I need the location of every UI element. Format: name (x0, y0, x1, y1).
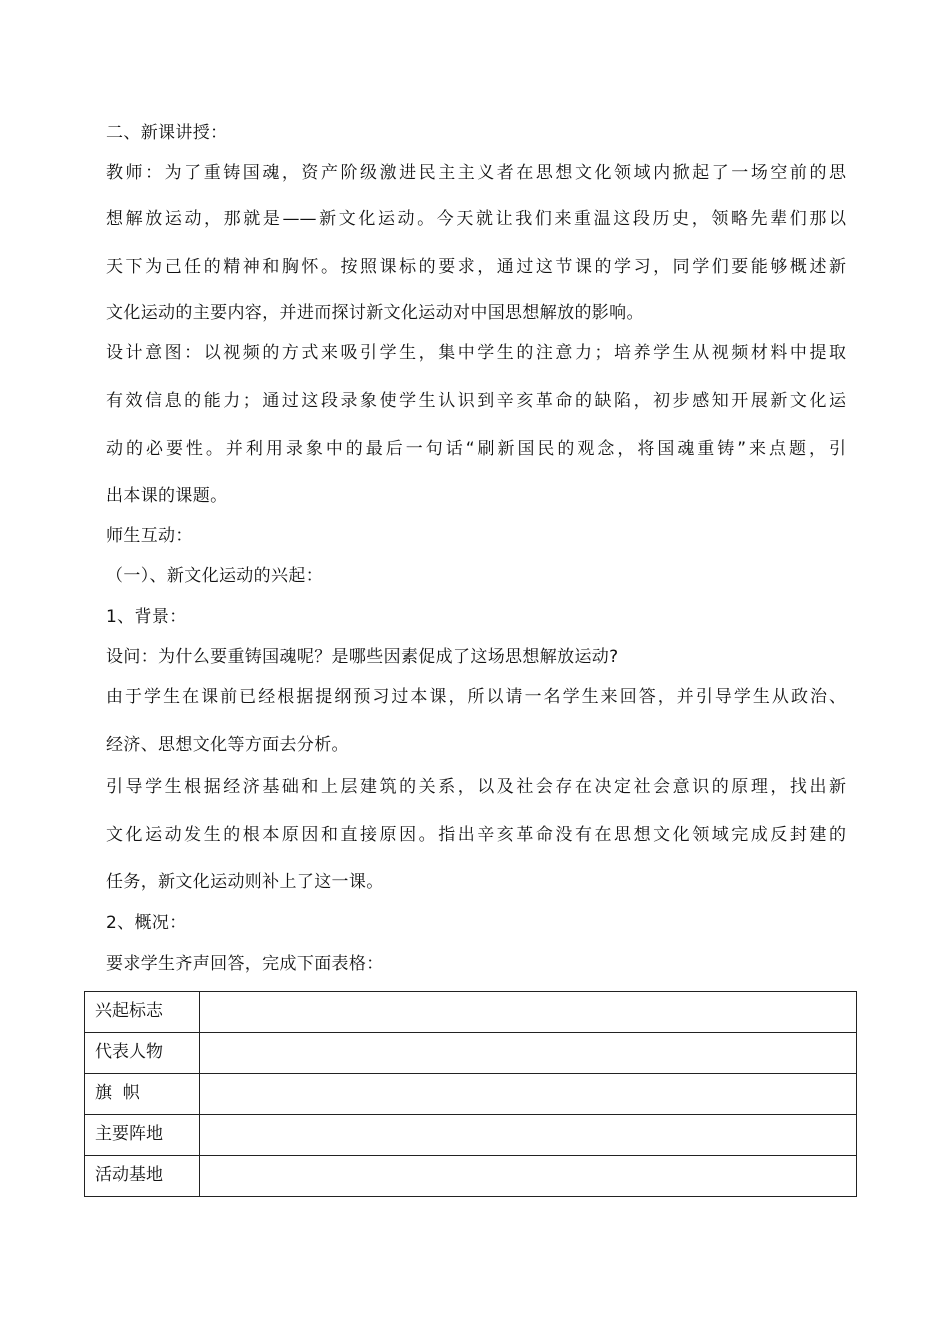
row-answer-cell[interactable] (200, 1156, 857, 1197)
overview-heading: 2、概况： (106, 913, 187, 933)
analysis-guidance-line-2: 文化运动发生的根本原因和直接原因。指出辛亥革命没有在思想文化领域完成反封建的 (106, 825, 846, 845)
interaction-heading: 师生互动： (106, 526, 193, 546)
question-text: 设问：为什么要重铸国魂呢？是哪些因素促成了这场思想解放运动? (106, 647, 619, 667)
teacher-intro-line-4: 文化运动的主要内容，并进而探讨新文化运动对中国思想解放的影响。 (106, 303, 644, 323)
table-row (85, 1156, 857, 1197)
answer-guidance-line-2: 经济、思想文化等方面去分析。 (106, 735, 349, 755)
table-row (85, 1115, 857, 1156)
table-row (85, 1074, 857, 1115)
row-answer-cell[interactable] (200, 1115, 857, 1156)
row-label: 代表人物 (85, 1033, 200, 1074)
design-intent-line-4: 出本课的课题。 (106, 486, 228, 506)
row-answer-cell[interactable] (200, 1033, 857, 1074)
analysis-guidance-line-1: 引导学生根据经济基础和上层建筑的关系，以及社会存在决定社会意识的原理，找出新 (106, 777, 846, 797)
design-intent-line-3: 动的必要性。并利用录象中的最后一句话“刷新国民的观念，将国魂重铸”来点题，引 (106, 439, 846, 459)
row-label: 活动基地 (85, 1156, 200, 1197)
teacher-intro-line-2: 想解放运动，那就是——新文化运动。今天就让我们来重温这段历史，领略先辈们那以 (106, 209, 846, 229)
analysis-guidance-line-3: 任务，新文化运动则补上了这一课。 (106, 872, 384, 892)
design-intent-line-1: 设计意图：以视频的方式来吸引学生，集中学生的注意力；培养学生从视频材料中提取 (106, 343, 846, 363)
row-answer-cell[interactable] (200, 992, 857, 1033)
overview-table (84, 991, 857, 1197)
background-heading: 1、背景： (106, 607, 187, 627)
row-label: 兴起标志 (85, 992, 200, 1033)
teacher-intro-line-1: 教师：为了重铸国魂，资产阶级激进民主主义者在思想文化领域内掀起了一场空前的思 (106, 163, 846, 183)
subsection-heading: （一）、新文化运动的兴起： (106, 566, 324, 586)
design-intent-line-2: 有效信息的能力；通过这段录象使学生认识到辛亥革命的缺陷，初步感知开展新文化运 (106, 391, 846, 411)
table-row (85, 1033, 857, 1074)
row-label: 旗 帜 (85, 1074, 200, 1115)
row-label: 主要阵地 (85, 1115, 200, 1156)
table-row (85, 992, 857, 1033)
table-instruction: 要求学生齐声回答，完成下面表格： (106, 954, 384, 974)
row-answer-cell[interactable] (200, 1074, 857, 1115)
answer-guidance-line-1: 由于学生在课前已经根据提纲预习过本课，所以请一名学生来回答，并引导学生从政治、 (106, 687, 846, 707)
section-heading: 二、新课讲授： (106, 123, 228, 143)
teacher-intro-line-3: 天下为己任的精神和胸怀。按照课标的要求，通过这节课的学习，同学们要能够概述新 (106, 257, 846, 277)
